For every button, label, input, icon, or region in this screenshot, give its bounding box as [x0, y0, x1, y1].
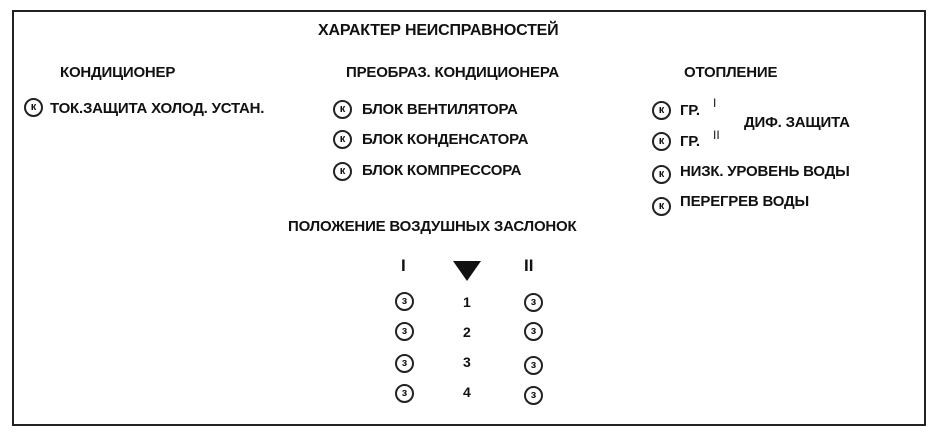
heating-group-2-number: II: [713, 128, 720, 142]
indicator-lamp-icon: к: [652, 101, 671, 120]
diff-protection-label: ДИФ. ЗАЩИТА: [744, 114, 850, 131]
damper-position-2: 2: [463, 324, 471, 340]
damper-position-3: 3: [463, 354, 471, 370]
indicator-lamp-icon: к: [652, 197, 671, 216]
dampers-heading: ПОЛОЖЕНИЕ ВОЗДУШНЫХ ЗАСЛОНОК: [288, 218, 577, 235]
position-pointer-icon: [453, 261, 481, 281]
fault-fan-unit: БЛОК ВЕНТИЛЯТОРА: [362, 101, 518, 118]
damper-position-4: 4: [463, 384, 471, 400]
indicator-lamp-icon: з: [524, 293, 543, 312]
damper-column-1-label: I: [401, 256, 406, 275]
fault-condenser-unit: БЛОК КОНДЕНСАТОРА: [362, 131, 529, 148]
conditioner-heading: КОНДИЦИОНЕР: [60, 64, 176, 81]
indicator-lamp-icon: з: [395, 384, 414, 403]
indicator-lamp-icon: к: [24, 98, 43, 117]
damper-column-2-label: II: [524, 256, 534, 275]
page-title: ХАРАКТЕР НЕИСПРАВНОСТЕЙ: [318, 22, 559, 39]
indicator-lamp-icon: к: [333, 100, 352, 119]
fault-current-protection: ТОК.ЗАЩИТА ХОЛОД. УСТАН.: [50, 100, 265, 117]
indicator-lamp-icon: з: [524, 322, 543, 341]
indicator-lamp-icon: з: [524, 386, 543, 405]
indicator-lamp-icon: з: [395, 354, 414, 373]
indicator-lamp-icon: к: [333, 130, 352, 149]
fault-low-water-level: НИЗК. УРОВЕНЬ ВОДЫ: [680, 163, 850, 180]
fault-compressor-unit: БЛОК КОМПРЕССОРА: [362, 162, 522, 179]
converter-heading: ПРЕОБРАЗ. КОНДИЦИОНЕРА: [346, 64, 559, 81]
indicator-lamp-icon: з: [395, 322, 414, 341]
indicator-lamp-icon: к: [652, 132, 671, 151]
heating-group-1-number: I: [713, 96, 717, 110]
heating-group-1: ГР.: [680, 102, 700, 119]
damper-position-1: 1: [463, 294, 471, 310]
indicator-lamp-icon: к: [333, 162, 352, 181]
heating-heading: ОТОПЛЕНИЕ: [684, 64, 778, 81]
heating-group-2: ГР.: [680, 133, 700, 150]
indicator-lamp-icon: к: [652, 165, 671, 184]
indicator-lamp-icon: з: [524, 356, 543, 375]
indicator-lamp-icon: з: [395, 292, 414, 311]
fault-water-overheat: ПЕРЕГРЕВ ВОДЫ: [680, 193, 810, 210]
